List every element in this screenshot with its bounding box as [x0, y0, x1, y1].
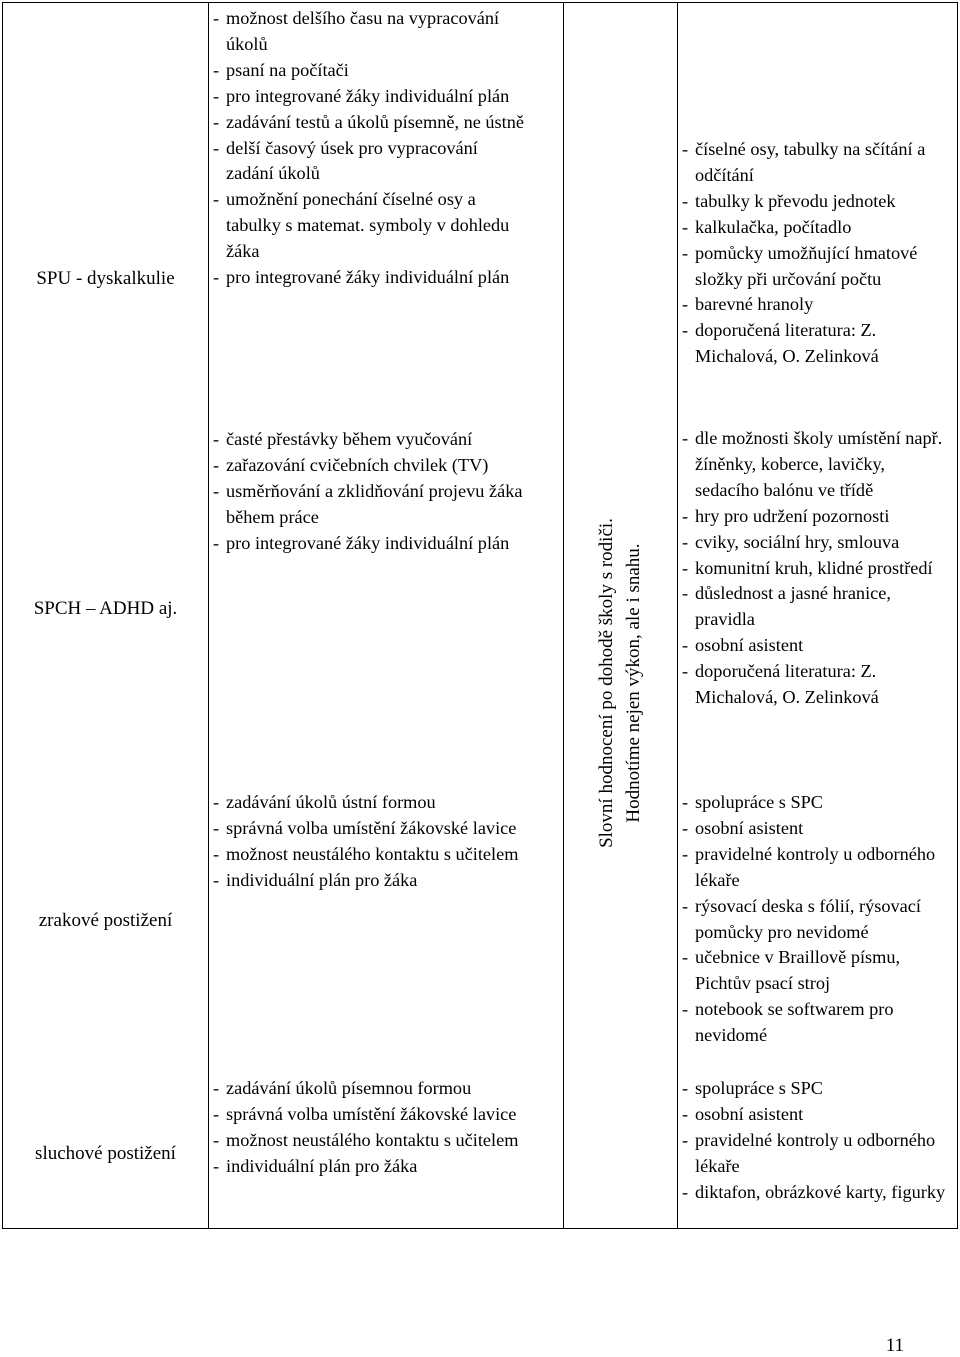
evaluation-column: [564, 3, 678, 1229]
aid-item: - důslednost a jasné hranice, pravidla: [678, 581, 948, 633]
aid-item: - číselné osy, tabulky na sčítání a odčítání: [678, 137, 948, 189]
measure-item: - pro integrované žáky individuální plán: [209, 84, 524, 110]
category-spu: SPU - dyskalkulie: [36, 268, 175, 289]
measure-item: - možnost neustálého kontaktu s učitelem: [209, 1128, 524, 1154]
aid-item: - osobní asistent: [678, 1102, 948, 1128]
measure-item: - pro integrované žáky individuální plán: [209, 531, 524, 557]
aid-item: - učebnice v Braillově písmu, Pichtův psací stroj: [678, 945, 948, 997]
aid-item: - rýsovací deska s fólií, rýsovací pomůcky pro nevidomé: [678, 894, 948, 946]
measure-item: - individuální plán pro žáka: [209, 1154, 524, 1180]
aid-item: - pravidelné kontroly u odborného lékaře: [678, 842, 948, 894]
measures-list-spu: [209, 6, 524, 291]
aid-item: - komunitní kruh, klidné prostředí: [678, 556, 948, 582]
aid-item: - diktafon, obrázkové karty, figurky: [678, 1180, 948, 1206]
aid-item: - cviky, sociální hry, smlouva: [678, 530, 948, 556]
aid-item: - doporučená literatura: Z. Michalová, O. Zelinková: [678, 659, 948, 711]
aid-item: - hry pro udržení pozornosti: [678, 504, 948, 530]
aid-item: - pravidelné kontroly u odborného lékaře: [678, 1128, 948, 1180]
aids-list-spch: [678, 426, 948, 711]
measure-item: - psaní na počítači: [209, 58, 524, 84]
evaluation-line-2: Hodnotíme nejen výkon, ale i snahu.: [623, 543, 644, 823]
category-spch: SPCH – ADHD aj.: [33, 598, 178, 619]
table-row: [3, 3, 958, 1229]
measure-item: - zadávání úkolů písemnou formou: [209, 1076, 524, 1102]
aids-list-sluch: [678, 1076, 948, 1206]
measure-item: - individuální plán pro žáka: [209, 868, 524, 894]
aid-item: - notebook se softwarem pro nevidomé: [678, 997, 948, 1049]
category-zrak: zrakové postižení: [38, 910, 173, 931]
aid-item: - osobní asistent: [678, 816, 948, 842]
measure-item: - správná volba umístění žákovské lavice: [209, 1102, 524, 1128]
aid-item: - kalkulačka, počítadlo: [678, 215, 948, 241]
aids-column: [678, 3, 958, 1229]
measure-item: - umožnění ponechání číselné osy a tabulky s matemat. symboly v dohledu žáka: [209, 187, 524, 265]
measure-item: - správná volba umístění žákovské lavice: [209, 816, 524, 842]
page-number: 11: [885, 1335, 904, 1356]
aids-list-spu: [678, 137, 948, 370]
measure-item: - zařazování cvičebních chvilek (TV): [209, 453, 524, 479]
category-sluch: sluchové postižení: [35, 1143, 176, 1164]
measure-item: - možnost neustálého kontaktu s učitelem: [209, 842, 524, 868]
measure-item: - zadávání testů a úkolů písemně, ne ústně: [209, 110, 524, 136]
aids-list-zrak: [678, 790, 948, 1049]
support-measures-table: [2, 2, 958, 1229]
measure-item: - zadávání úkolů ústní formou: [209, 790, 524, 816]
measures-list-spch: [209, 427, 524, 557]
evaluation-line-1: Slovní hodnocení po dohodě školy s rodiči.: [596, 518, 617, 848]
measure-item: - časté přestávky během vyučování: [209, 427, 524, 453]
aid-item: - dle možnosti školy umístění např. žíněnky, koberce, lavičky, sedacího balónu ve třídě: [678, 426, 948, 504]
evaluation-cell: [564, 3, 677, 1228]
aid-item: - tabulky k převodu jednotek: [678, 189, 948, 215]
measure-item: - pro integrované žáky individuální plán: [209, 265, 524, 291]
aid-item: - osobní asistent: [678, 633, 948, 659]
measure-item: - delší časový úsek pro vypracování zadání úkolů: [209, 136, 524, 188]
aid-item: - doporučená literatura: Z. Michalová, O. Zelinková: [678, 318, 948, 370]
aid-item: - spolupráce s SPC: [678, 790, 948, 816]
measures-column: [209, 3, 564, 1229]
category-column: [3, 3, 209, 1229]
aid-item: - spolupráce s SPC: [678, 1076, 948, 1102]
measures-list-zrak: [209, 790, 524, 894]
evaluation-text: [593, 403, 647, 963]
aid-item: - barevné hranoly: [678, 292, 948, 318]
measures-list-sluch: [209, 1076, 524, 1180]
measure-item: - možnost delšího času na vypracování úkolů: [209, 6, 524, 58]
measure-item: - usměrňování a zklidňování projevu žáka během práce: [209, 479, 524, 531]
aid-item: - pomůcky umožňující hmatové složky při určování počtu: [678, 241, 948, 293]
